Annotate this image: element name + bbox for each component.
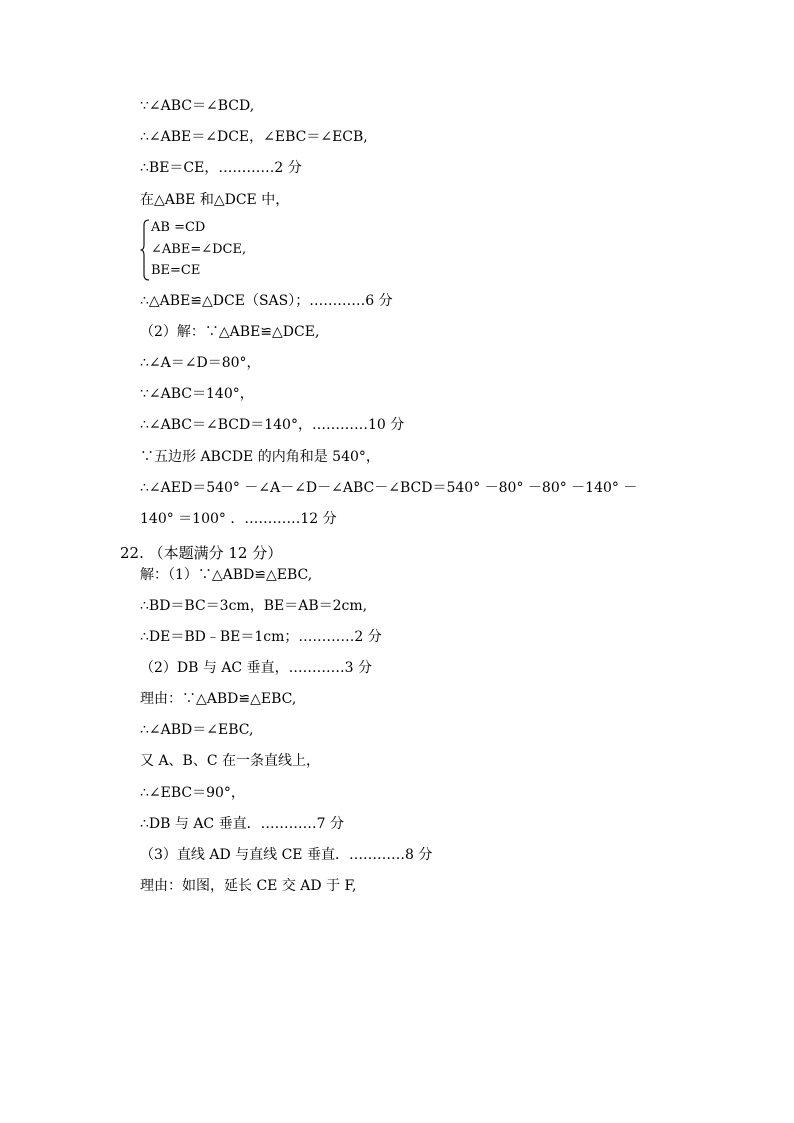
text-line: ∴∠EBC＝90°，: [140, 785, 245, 801]
text-line: ∴△ABE≌△DCE（SAS）；…………6 分: [140, 293, 393, 309]
text-line: ∴∠AED＝540° －∠A－∠D－∠ABC－∠BCD＝540° －80° －80° －140° －: [140, 480, 638, 496]
text-line: 在△ABE 和△DCE 中，: [140, 192, 290, 208]
system-row: BE=CE: [151, 263, 201, 278]
text-line: 又 A、B、C 在一条直线上，: [140, 753, 321, 769]
text-line: 140° ＝100° ．…………12 分: [140, 511, 337, 527]
left-brace-icon: [140, 219, 150, 281]
text-line: ∵∠ABC＝140°，: [140, 386, 254, 402]
text-line: 解：（1）∵△ABD≌△EBC,: [140, 567, 313, 583]
text-line: ∵∠ABC＝∠BCD,: [140, 98, 255, 114]
text-line: ∴∠ABE＝∠DCE，∠EBC＝∠ECB,: [140, 129, 368, 145]
text-line: ∴∠ABC＝∠BCD＝140°，…………10 分: [140, 417, 405, 433]
text-line: ∴DB 与 AC 垂直．…………7 分: [140, 816, 344, 832]
text-line: ∴BE＝CE，…………2 分: [140, 160, 302, 176]
equation-system: [140, 219, 300, 281]
text-line: 理由：如图，延长 CE 交 AD 于 F,: [140, 878, 357, 894]
text-line: ∵五边形 ABCDE 的内角和是 540°，: [140, 449, 380, 465]
text-line: ∴DE＝BD﹣BE＝1cm；…………2 分: [140, 629, 382, 645]
text-line: ∴∠ABD＝∠EBC,: [140, 722, 254, 738]
question-heading: 22. （本题满分 12 分）: [120, 544, 283, 562]
text-line: ∴∠A＝∠D＝80°，: [140, 355, 261, 371]
text-line: ∴BD＝BC＝3cm，BE＝AB＝2cm,: [140, 598, 368, 614]
text-line: （2）DB 与 AC 垂直，…………3 分: [140, 660, 372, 676]
text-line: （3）直线 AD 与直线 CE 垂直．…………8 分: [140, 847, 433, 863]
system-row: ∠ABE=∠DCE,: [151, 242, 247, 257]
text-line: 理由：∵△ABD≌△EBC,: [140, 691, 297, 707]
text-line: （2）解：∵△ABE≌△DCE,: [140, 324, 320, 340]
system-row: AB =CD: [151, 220, 206, 235]
